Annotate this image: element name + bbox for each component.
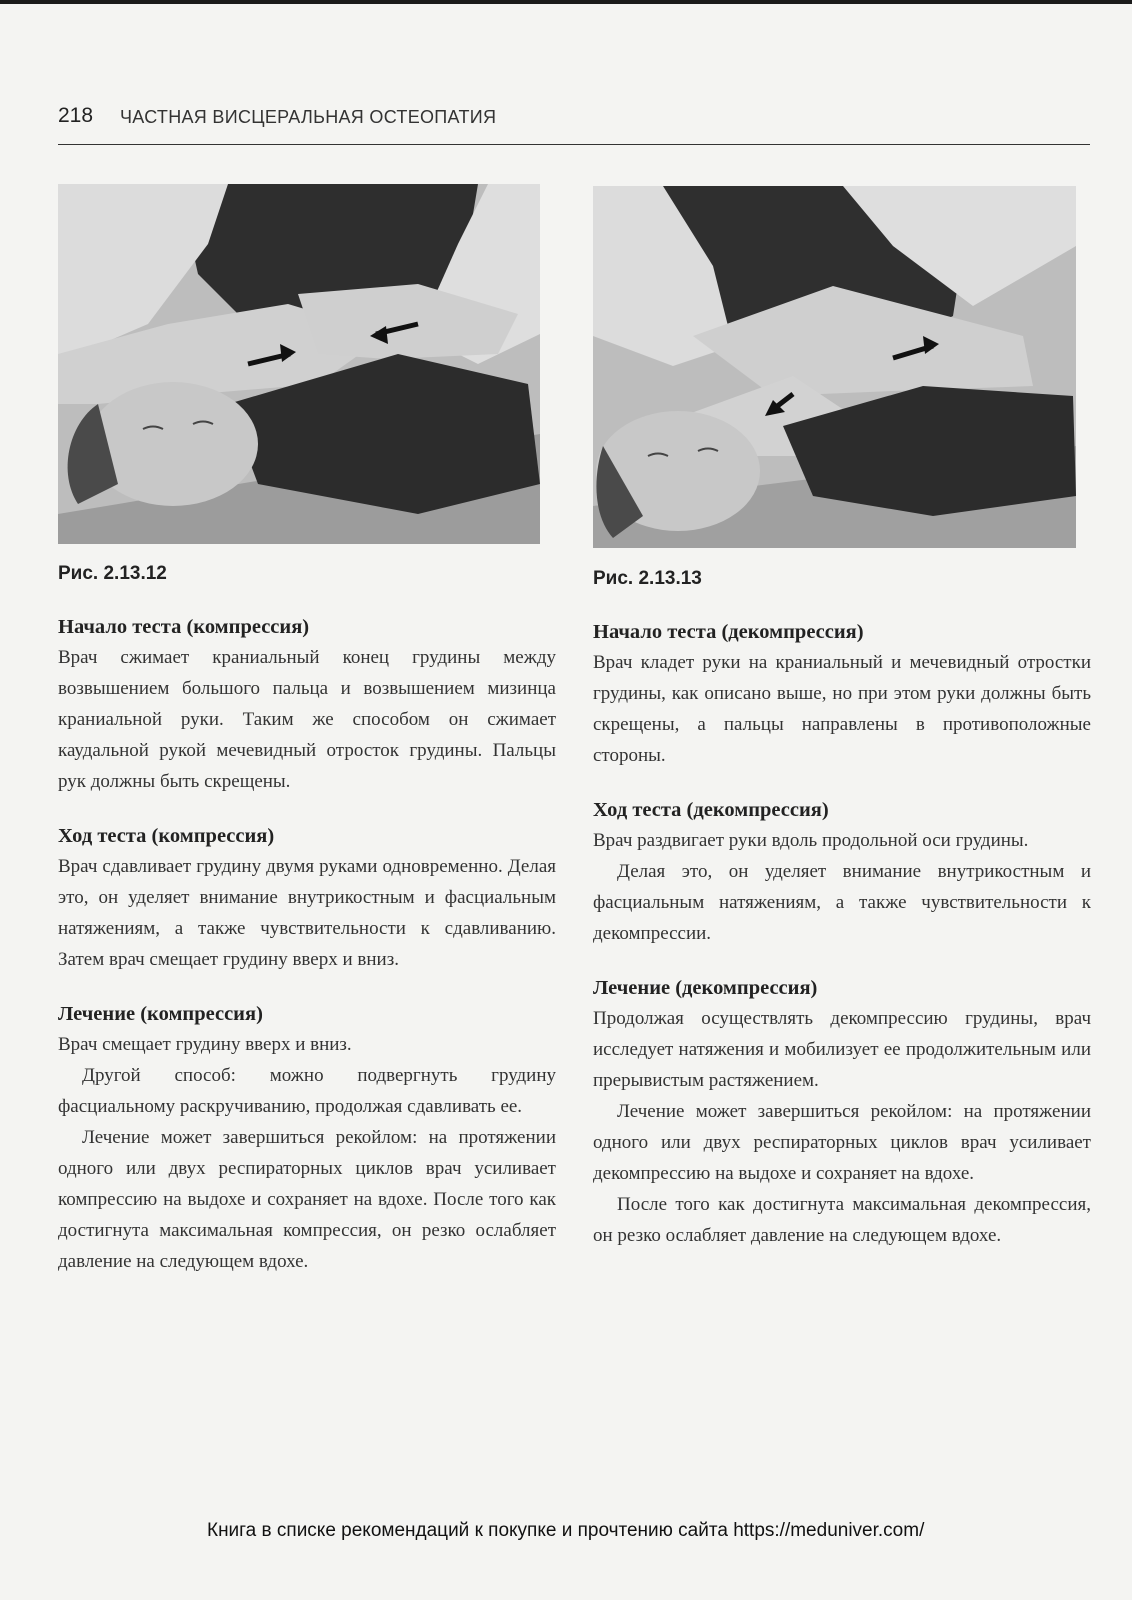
section-title: Ход теста (компрессия) xyxy=(58,825,275,847)
section-title: Ход теста (декомпрессия) xyxy=(593,799,829,821)
paragraph: Другой способ: можно подвергнуть грудину фасциальному раскручиванию, продолжая сдавливать ее. xyxy=(58,1065,556,1117)
figure-photo-decompression xyxy=(593,186,1076,548)
paragraph: Врач раздвигает руки вдоль продольной оси грудины. xyxy=(593,830,1029,851)
section-title: Начало теста (декомпрессия) xyxy=(593,621,864,643)
paragraph: Лечение может завершиться рекойлом: на протяжении одного или двух респираторных циклов врач усиливает декомпрессию на выдохе и сохраняет на вдохе. xyxy=(593,1101,1091,1184)
footer-note: Книга в списке рекомендаций к покупке и прочтению сайта https://meduniver.com/ xyxy=(207,1520,925,1541)
paragraph: Врач сдавливает грудину двумя руками одновременно. Делая это, он уделяет внимание внутрикостным и фасциальным натяжениям, а также чувствительности к сдавливанию. Затем врач смещает грудину вверх и вниз. xyxy=(58,856,556,970)
paragraph: Делая это, он уделяет внимание внутрикостным и фасциальным натяжениям, а также чувствительности к декомпрессии. xyxy=(593,861,1091,944)
running-title: ЧАСТНАЯ ВИСЦЕРАЛЬНАЯ ОСТЕОПАТИЯ xyxy=(120,107,497,127)
paragraph: Врач кладет руки на краниальный и мечевидный отростки грудины, как описано выше, но при этом руки должны быть скрещены, а пальцы направлены в противоположные стороны. xyxy=(593,652,1091,766)
page-header xyxy=(58,104,1090,145)
left-column xyxy=(58,612,556,1277)
figure-caption: Рис. 2.13.13 xyxy=(593,568,702,589)
figure-caption: Рис. 2.13.12 xyxy=(58,563,167,584)
paragraph: Врач смещает грудину вверх и вниз. xyxy=(58,1034,352,1055)
section-title: Лечение (декомпрессия) xyxy=(593,977,818,999)
paragraph: Продолжая осуществлять декомпрессию грудины, врач исследует натяжения и мобилизует ее продолжительным или прерывистым растяжением. xyxy=(593,1008,1091,1091)
section-title: Начало теста (компрессия) xyxy=(58,616,310,638)
paragraph: Врач сжимает краниальный конец грудины между возвышением большого пальца и возвышением мизинца краниальной руки. Таким же способом он сжимает каудальной рукой мечевидный отросток грудины. Пальцы рук должны быть скрещены. xyxy=(58,647,556,792)
section-title: Лечение (компрессия) xyxy=(58,1003,263,1025)
page-number: 218 xyxy=(58,104,94,127)
figure-photo-compression xyxy=(58,184,540,544)
paragraph: Лечение может завершиться рекойлом: на протяжении одного или двух респираторных циклов врач усиливает компрессию на выдохе и сохраняет на вдохе. После того как достигнута максимальная компрессия, он резко ослабляет давление на следующем вдохе. xyxy=(58,1127,556,1272)
page-top-edge xyxy=(0,0,1132,4)
right-column xyxy=(593,617,1091,1251)
paragraph: После того как достигнута максимальная декомпрессия, он резко ослабляет давление на следующем вдохе. xyxy=(593,1194,1091,1246)
